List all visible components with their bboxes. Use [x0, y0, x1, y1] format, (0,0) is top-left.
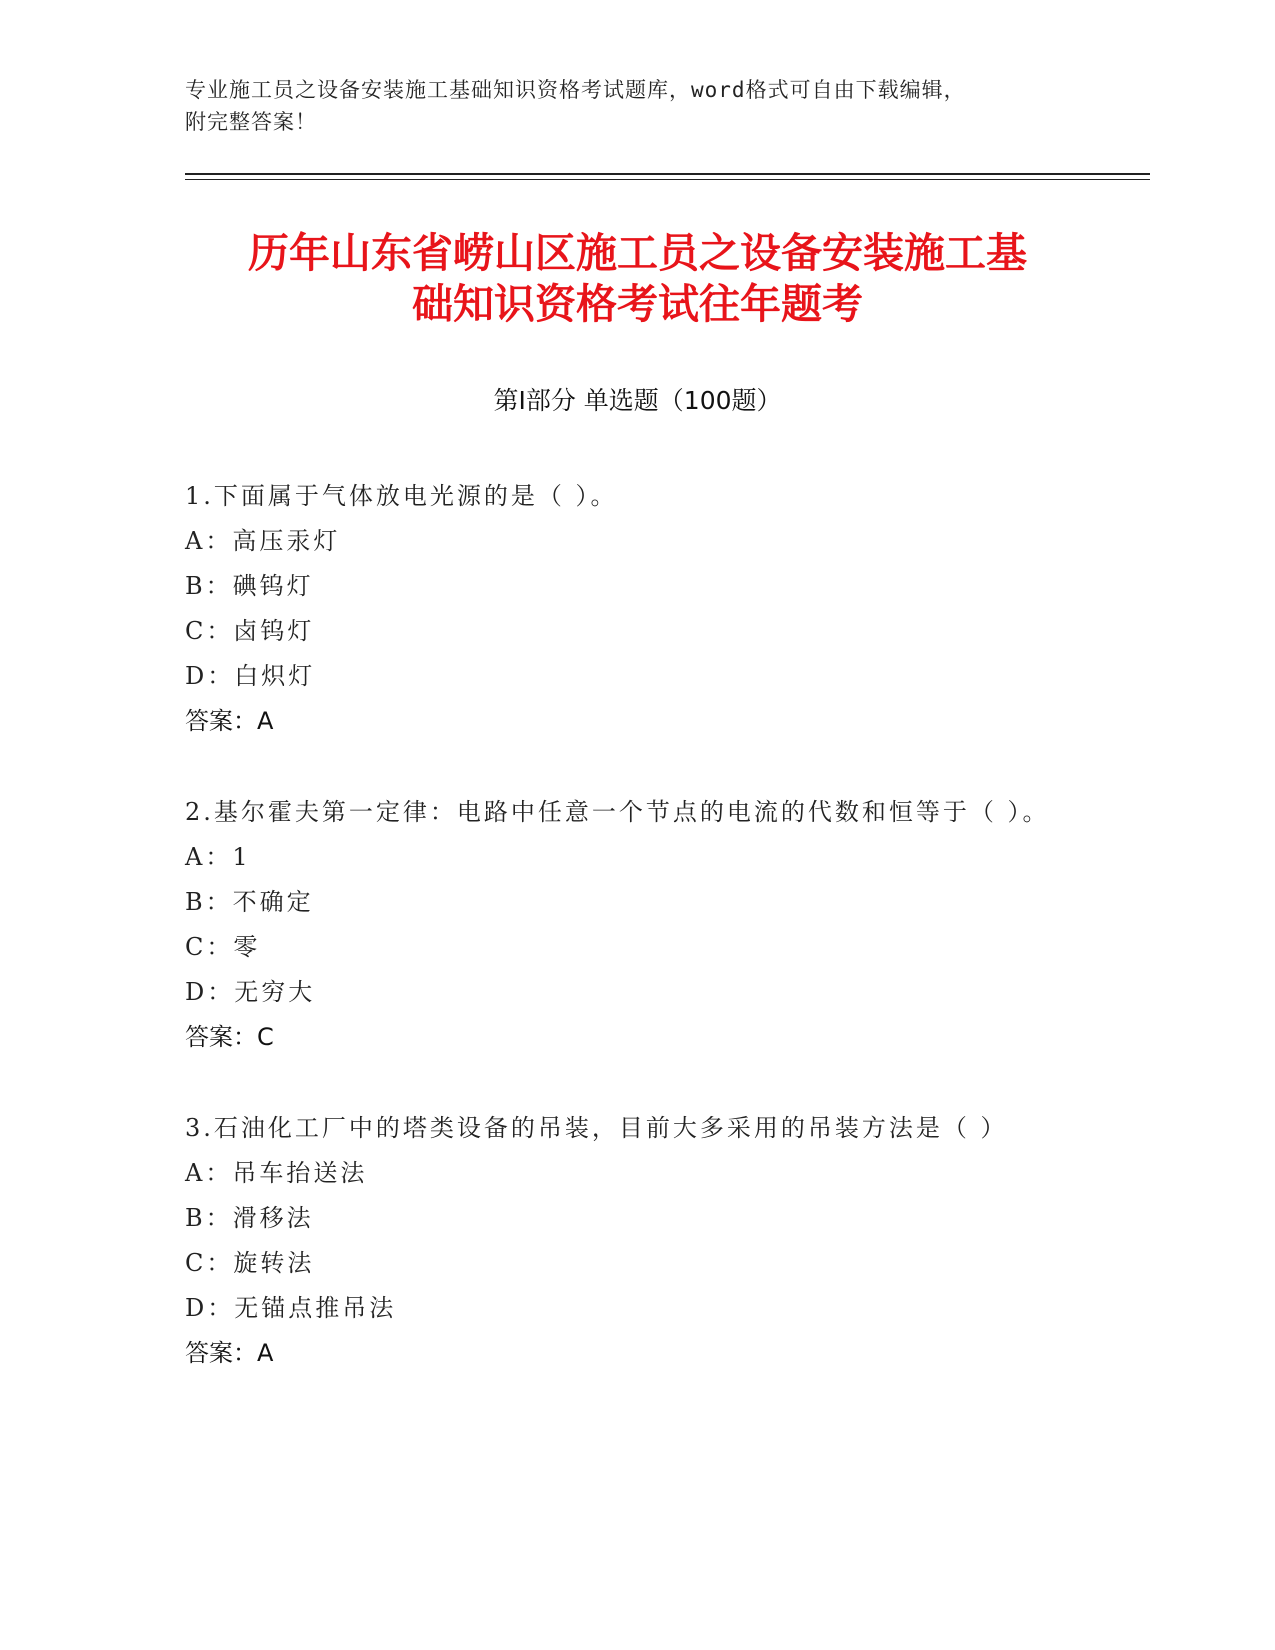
option-a: A：高压汞灯 — [185, 527, 341, 555]
question-3 — [185, 1106, 1065, 1376]
question-stem: 1.下面属于气体放电光源的是（ ）。 — [185, 482, 618, 510]
header-note — [185, 74, 1085, 138]
option-b: B：不确定 — [185, 888, 314, 916]
option-b: B：碘钨灯 — [185, 572, 314, 600]
option-c: C：零 — [185, 933, 261, 961]
option-c: C：卤钨灯 — [185, 617, 315, 645]
section-title: 第Ⅰ部分 单选题（100题） — [493, 386, 782, 415]
question-1 — [185, 474, 1065, 744]
option-a: A：1 — [185, 843, 251, 871]
option-d: D：白炽灯 — [185, 662, 316, 690]
header-note-line-1: 专业施工员之设备安装施工基础知识资格考试题库，word格式可自由下载编辑， — [185, 78, 966, 102]
question-list — [185, 474, 1065, 1422]
option-a: A：吊车抬送法 — [185, 1159, 368, 1187]
document-title-line-1: 历年山东省崂山区施工员之设备安装施工基 — [248, 229, 1027, 277]
document-title-line-2: 础知识资格考试往年题考 — [412, 280, 863, 328]
answer: 答案：A — [185, 707, 274, 735]
answer: 答案：C — [185, 1023, 274, 1051]
option-b: B：滑移法 — [185, 1204, 314, 1232]
header-divider-thin — [185, 179, 1150, 180]
question-stem: 3.石油化工厂中的塔类设备的吊装，目前大多采用的吊装方法是（ ） — [185, 1114, 1008, 1142]
question-stem: 2.基尔霍夫第一定律：电路中任意一个节点的电流的代数和恒等于（ ）。 — [185, 798, 1050, 826]
option-d: D：无锚点推吊法 — [185, 1294, 397, 1322]
document-title — [0, 228, 1275, 330]
header-divider-thick — [185, 173, 1150, 175]
header-note-line-2: 附完整答案！ — [185, 110, 317, 134]
question-2 — [185, 790, 1065, 1060]
answer: 答案：A — [185, 1339, 274, 1367]
option-d: D：无穷大 — [185, 978, 316, 1006]
option-c: C：旋转法 — [185, 1249, 315, 1277]
